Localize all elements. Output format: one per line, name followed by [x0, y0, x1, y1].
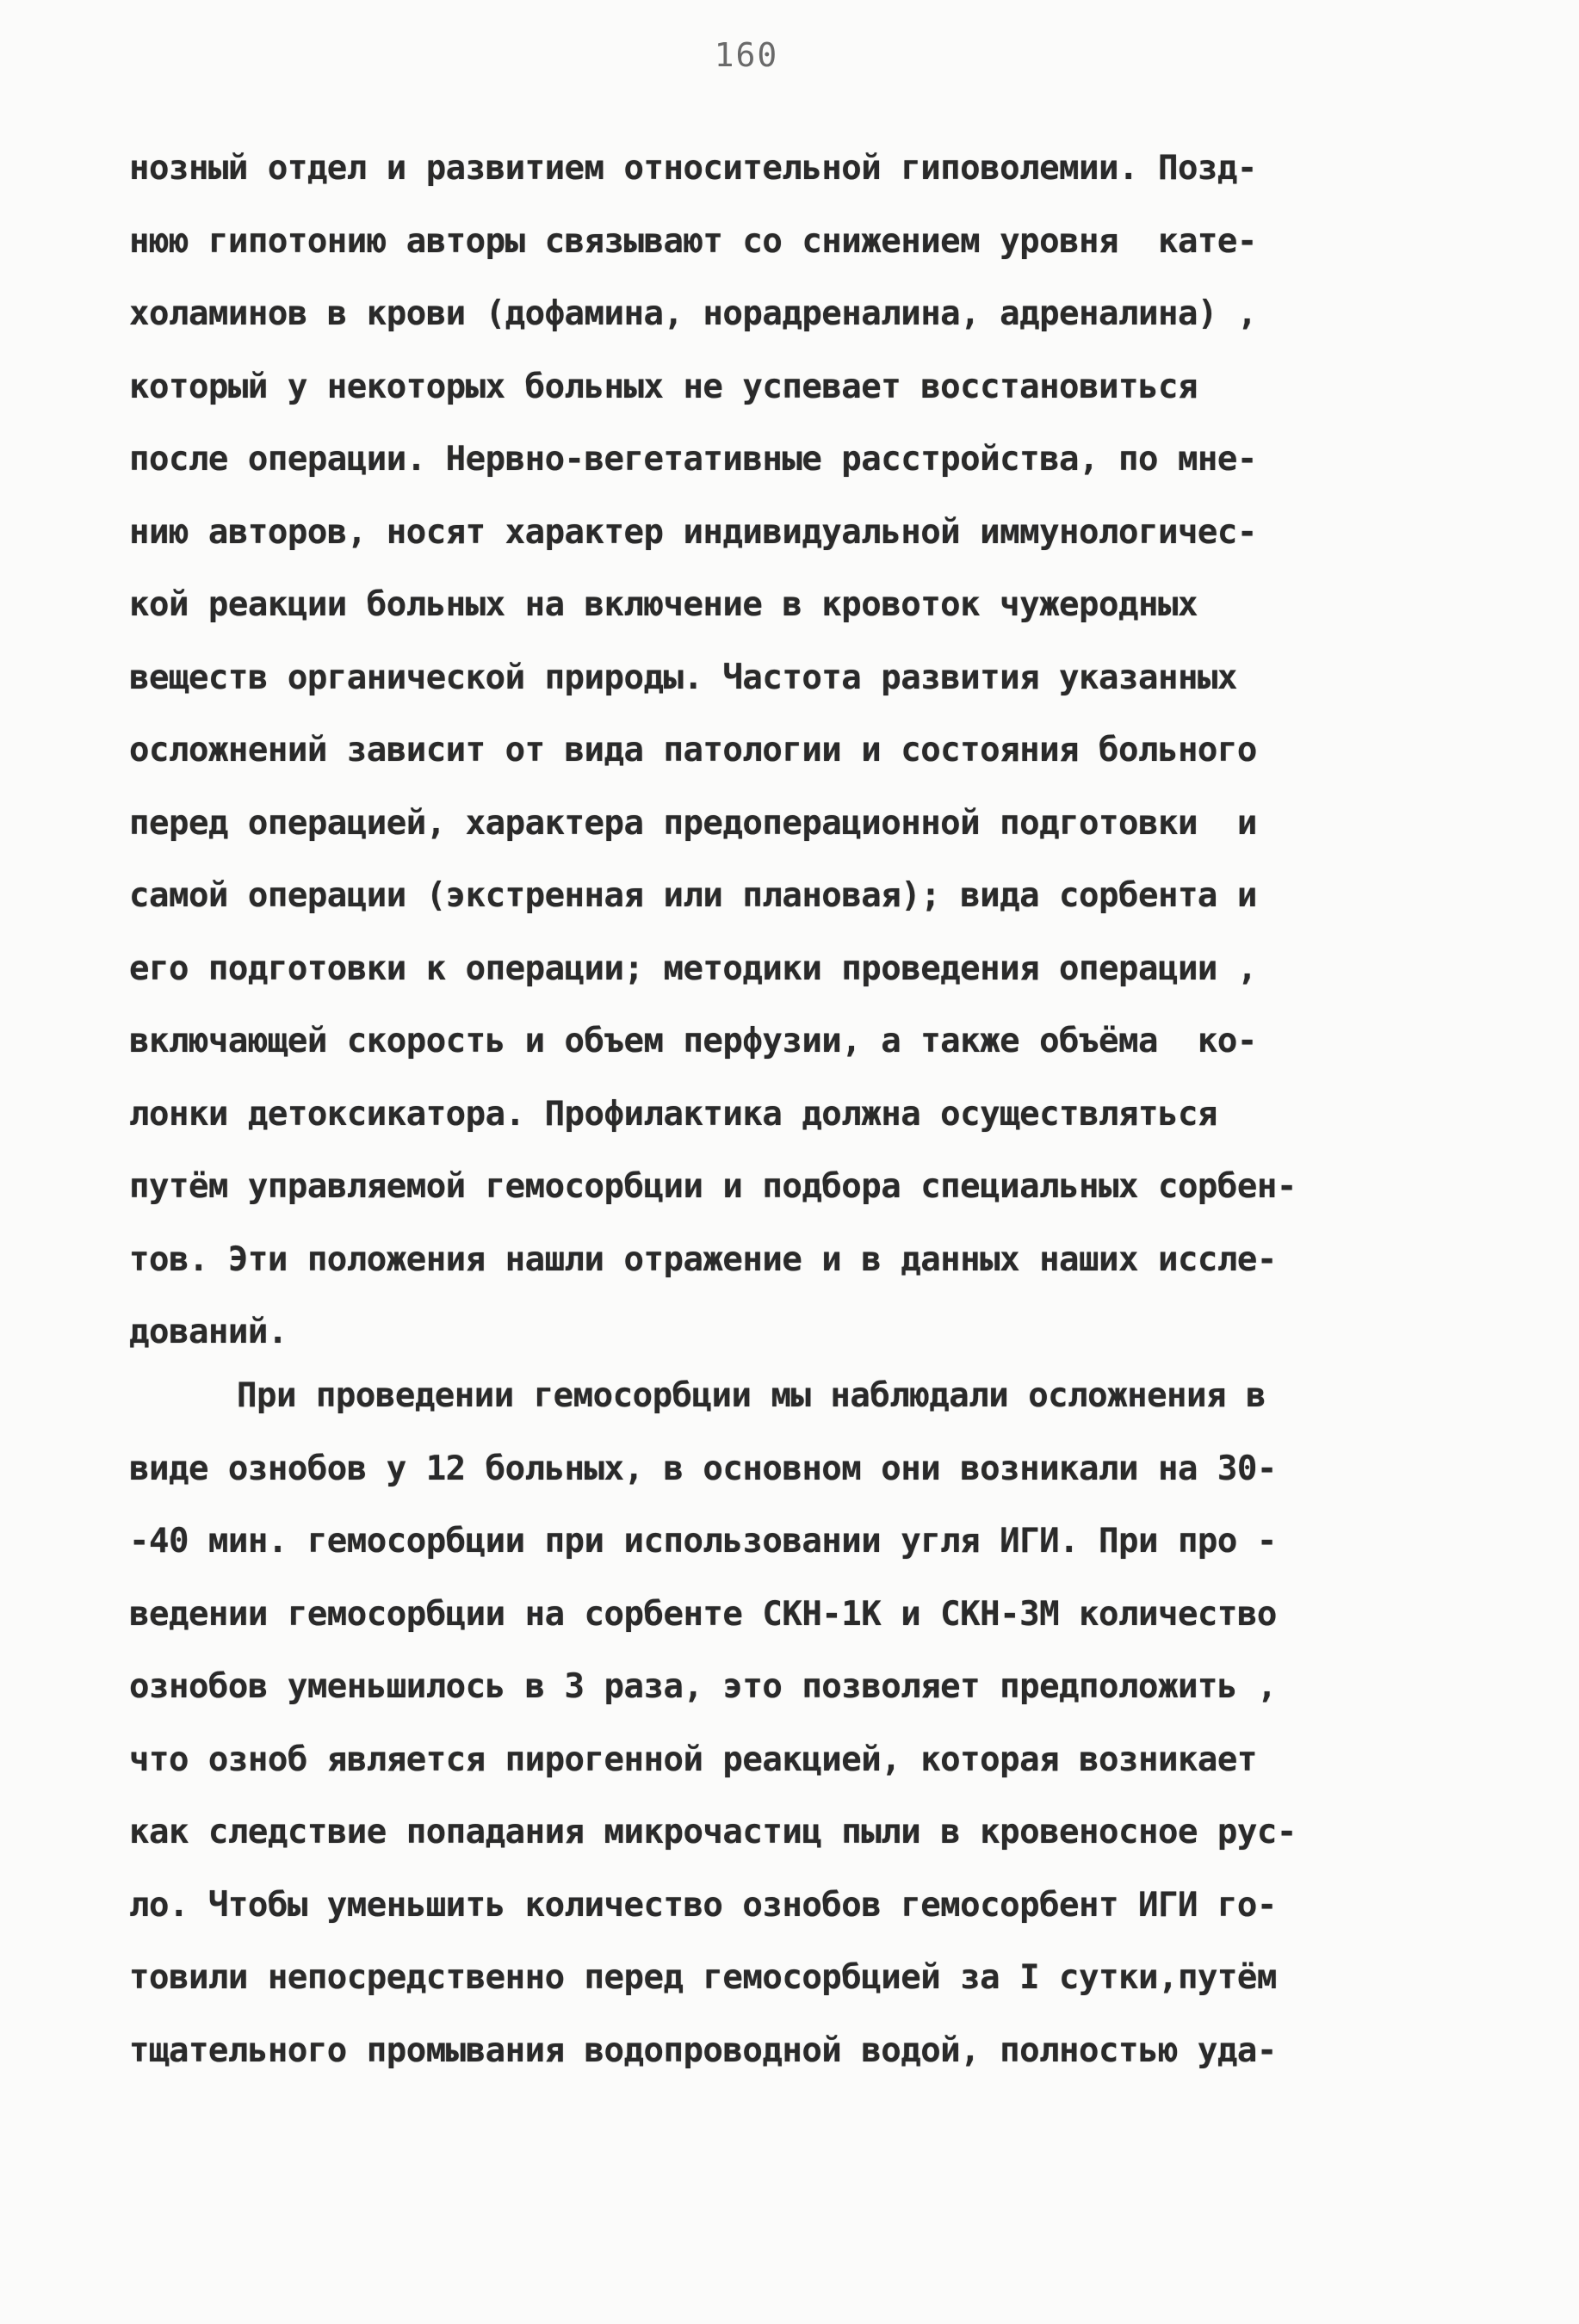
text-line: ознобов уменьшилось в 3 раза, это позволяет предположить ,	[129, 1667, 1277, 1706]
text-line: -40 мин. гемосорбции при использовании угля ИГИ. При про -	[129, 1522, 1277, 1561]
text-line: что озноб является пирогенной реакцией, которая возникает	[129, 1740, 1257, 1779]
text-line: холаминов в крови (дофамина, норадреналина, адреналина) ,	[129, 294, 1257, 333]
text-line: виде ознобов у 12 больных, в основном они возникали на 30-	[129, 1449, 1277, 1488]
text-line: ло. Чтобы уменьшить количество ознобов гемосорбент ИГИ го-	[129, 1885, 1277, 1925]
text-line: лонки детоксикатора. Профилактика должна осуществляться	[129, 1094, 1217, 1134]
text-line: включающей скорость и объем перфузии, а также объёма ко-	[129, 1022, 1257, 1060]
text-line: тщательного промывания водопроводной водой, полностью уда-	[129, 2030, 1277, 2070]
text-line: нюю гипотонию авторы связывают со снижением уровня кате-	[129, 221, 1257, 261]
text-line: нию авторов, носят характер индивидуальной иммунологичес-	[129, 512, 1257, 552]
text-line: самой операции (экстренная или плановая); вида сорбента и	[129, 876, 1257, 915]
text-line: как следствие попадания микрочастиц пыли в кровеносное рус-	[129, 1813, 1297, 1851]
text-line: осложнений зависит от вида патологии и состояния больного	[129, 731, 1257, 770]
text-line: кой реакции больных на включение в кровоток чужеродных	[129, 585, 1198, 624]
text-line: товили непосредственно перед гемосорбцией за I сутки,путём	[129, 1958, 1277, 1997]
text-line: нозный отдел и развитием относительной гиповолемии. Позд-	[129, 149, 1257, 188]
text-line: веществ органической природы. Частота развития указанных	[129, 658, 1237, 697]
text-line: который у некоторых больных не успевает восстановиться	[129, 367, 1198, 406]
text-line: дований.	[129, 1313, 288, 1351]
paragraph-2	[129, 1360, 1421, 2087]
text-line: тов. Эти положения нашли отражение и в данных наших иссле-	[129, 1239, 1277, 1279]
text-line-first-indented: При проведении гемосорбции мы наблюдали осложнения в	[237, 1376, 1266, 1415]
text-line: путём управляемой гемосорбции и подбора специальных сорбен-	[129, 1167, 1297, 1206]
text-line: перед операцией, характера предоперационной подготовки и	[129, 803, 1257, 843]
text-line: его подготовки к операции; методики проведения операции ,	[129, 949, 1257, 988]
paragraph-1	[129, 133, 1421, 1369]
text-line: после операции. Нервно-вегетативные расстройства, по мне-	[129, 440, 1257, 479]
page-number: 160	[714, 36, 779, 74]
text-line: ведении гемосорбции на сорбенте СКН-1К и СКН-3М количество	[129, 1594, 1277, 1634]
